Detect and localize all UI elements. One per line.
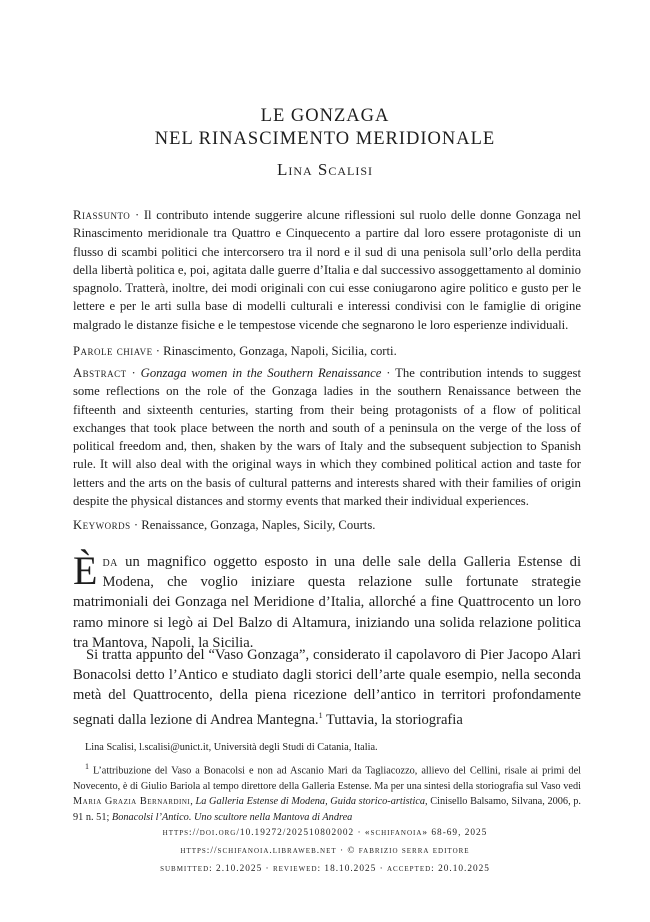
abstract-block xyxy=(73,364,581,510)
body-paragraph-2 xyxy=(73,645,581,730)
abstract-label: Abstract xyxy=(73,366,127,380)
drop-cap: È xyxy=(73,548,98,593)
footnote-1-text-c: , Cinisello Balsamo, Silvana, 2006, p. 91 n. 51; xyxy=(73,796,582,823)
riassunto-separator: · xyxy=(130,208,144,222)
footnote-reference-1[interactable]: 1 xyxy=(318,710,323,720)
abstract-separator: · xyxy=(126,366,141,380)
keywords-text: Renaissance, Gonzaga, Naples, Sicily, Courts. xyxy=(141,518,376,532)
keywords-separator: · xyxy=(130,518,142,532)
footer-publisher-line: https://schifanoia.libraweb.net · © fabrizio serra editore xyxy=(180,846,470,856)
footer-dates-line: submitted: 2.10.2025 · reviewed: 18.10.2025 · accepted: 20.10.2025 xyxy=(160,864,490,874)
footnote-1-text-a: L’attribuzione del Vaso a Bonacolsi e non ad Ascanio Mari da Tagliacozzo, allievo del Cellini, risale ai primi del Novecento, è di Giulio Bariola al tempo direttore della Galleria Estense. Ma per una sintesi della storiografia sul Vaso vedi xyxy=(73,765,581,792)
footnote-1-book-title: La Galleria Estense di Modena, Guida storico-artistica xyxy=(195,796,426,808)
riassunto-label: Riassunto xyxy=(73,208,131,222)
opening-small-caps: da xyxy=(102,554,118,570)
keywords-label: Keywords xyxy=(73,518,131,532)
body-paragraph-1 xyxy=(73,548,581,653)
footnote-1-text-b: , xyxy=(190,796,196,808)
paragraph-2-text: Si tratta appunto del “Vaso Gonzaga”, considerato il capolavoro di Pier Jacopo Alari Bonacolsi detto l’Antico e studiato dagli storici dell’arte quale esempio, nella seconda metà del Quattrocento, della piena ricezione dell’antico in territori profondamente segnati dalla lezione di Andrea Mantegna. xyxy=(73,647,581,728)
footnote-1 xyxy=(73,759,581,825)
author-name: Lina Scalisi xyxy=(276,160,374,179)
abstract-separator-2: · xyxy=(381,366,396,380)
keywords-block xyxy=(73,516,581,534)
footnote-1-number: 1 xyxy=(85,762,89,771)
abstract-text: The contribution intends to suggest some reflections on the role of the Gonzaga ladies in the southern Renaissance between the fifteenth and sixteenth centuries, starting from their being protagonists of a flow of political exchanges that took place between the north and south of a peninsula on the verge of the loss of political freedom and, then, shaken by the wars of Italy and the subsequent subjection to Spanish rule. It will also deal with the original ways in which they combined political action and taste for letters and the arts on the basis of cultural patterns and interests shared with their families of origin despite the physical distances and stormy events that marked their individual experiences. xyxy=(73,366,581,509)
article-title-line-1: LE GONZAGA xyxy=(260,106,390,126)
parole-chiave-label: Parole chiave xyxy=(73,344,153,358)
parole-chiave-separator: · xyxy=(152,344,164,358)
paragraph-2-text-continued: Tuttavia, la storiografia xyxy=(322,711,463,728)
parole-chiave-text: Rinascimento, Gonzaga, Napoli, Sicilia, corti. xyxy=(163,344,397,358)
author-affiliation-note: Lina Scalisi, l.scalisi@unict.it, Università degli Studi di Catania, Italia. xyxy=(85,742,378,753)
footnote-1-second-title: Bonacolsi l’Antico. Uno scultore nella Mantova di Andrea xyxy=(111,811,353,823)
riassunto-text: Il contributo intende suggerire alcune riflessioni sul ruolo delle donne Gonzaga nel Rinascimento meridionale tra Quattro e Cinquecento a partire dal loro essere protagoniste di un flusso di scambi politici che intercorsero tra il nord e il sud di una penisola sull’orlo della perdita della libertà politica e, poi, agitata dalle guerre d’Italia e dal successivo assoggettamento al dominio spagnolo. Tratterà, inoltre, dei modi originali con cui esse coniugarono agire politico e gusto per le lettere e per le arti sulla base di modelli culturali e interessi condivisi con le famiglie di origine malgrado le distanze fisiche e le tempestose vicende che segnarono le loro esperienze individuali. xyxy=(73,208,582,332)
abstract-title: Gonzaga women in the Southern Renaissance xyxy=(140,366,382,380)
footer-doi-line: https://doi.org/10.19272/202510802002 · «schifanoia» 68-69, 2025 xyxy=(162,828,488,838)
footnote-1-author: Maria Grazia Bernardini xyxy=(73,796,191,808)
parole-chiave-block xyxy=(73,342,581,360)
riassunto-block xyxy=(73,206,581,334)
article-title-line-2: NEL RINASCIMENTO MERIDIONALE xyxy=(154,129,496,149)
paragraph-1-text: un magnifico oggetto esposto in una delle sale della Galleria Estense di Modena, che voglio iniziare questa relazione sulle fortunate strategie matrimoniali dei Gonzaga nel Meridione d’Italia, allorché a fine Quattrocento un loro ramo minore si legò ai Del Balzo di Altamura, iniziando una solida relazione politica tra Mantova, Napoli, la Sicilia. xyxy=(73,554,581,651)
